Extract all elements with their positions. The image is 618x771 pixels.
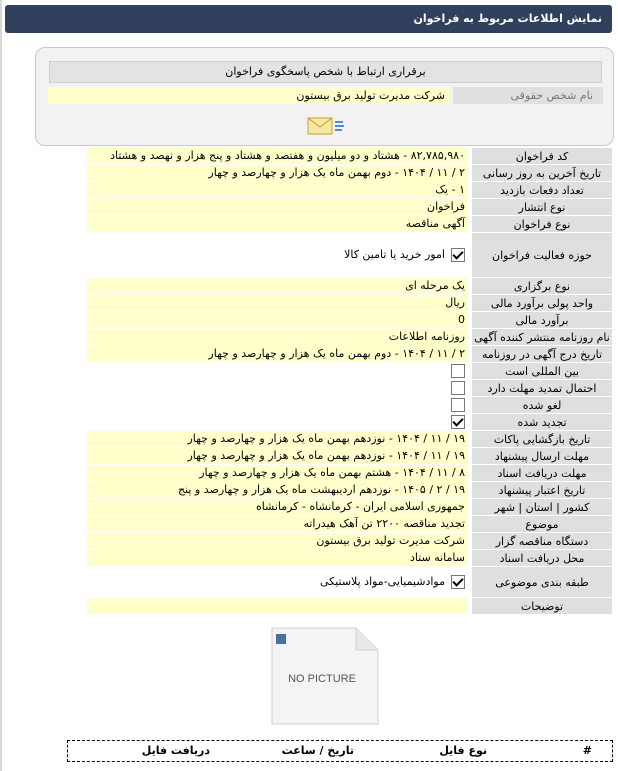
detail-row [87, 533, 612, 550]
detail-value: ۲ / ۱۱ / ۱۴۰۴ - دوم بهمن ماه یک هزار و چهارصد و چهار [87, 165, 468, 181]
detail-label: تاریخ آخرین به روز رسانی [472, 165, 612, 181]
detail-row [87, 182, 612, 199]
detail-row [87, 516, 612, 533]
tender-details-grid [87, 148, 612, 615]
detail-value: روزنامه اطلاعات [87, 329, 468, 345]
detail-label: تاریخ بازگشایی پاکات [472, 431, 612, 447]
detail-value: جمهوری اسلامی ایران - کرمانشاه - کرمانشاه [87, 499, 468, 515]
detail-label: تعداد دفعات بازدید [472, 182, 612, 198]
detail-value: شرکت مدیرت تولید برق بیستون [87, 533, 468, 549]
files-col-type: نوع فایل [439, 744, 487, 757]
detail-value [87, 567, 468, 597]
checkbox[interactable] [451, 248, 465, 262]
detail-label: دستگاه مناقصه گزار [472, 533, 612, 549]
detail-value: ۸ / ۱۱ / ۱۴۰۴ - هشتم بهمن ماه یک هزار و چهارصد و چهار [87, 465, 468, 481]
envelope-icon[interactable] [306, 114, 346, 138]
detail-row [87, 278, 612, 295]
detail-label: مهلت ارسال پیشنهاد [472, 448, 612, 464]
detail-label: مهلت دریافت اسناد [472, 465, 612, 481]
detail-label: طبقه بندی موضوعی [472, 567, 612, 597]
detail-label: کد فراخوان [472, 148, 612, 164]
window-title-bar [5, 5, 612, 33]
checkbox-row [451, 398, 465, 412]
detail-label: نوع برگزاری [472, 278, 612, 294]
detail-value: 0 [87, 312, 468, 328]
checkbox[interactable] [451, 364, 465, 378]
detail-value: ۲ / ۱۱ / ۱۴۰۴ - دوم بهمن ماه یک هزار و چهارصد و چهار [87, 346, 468, 362]
detail-value: ریال [87, 295, 468, 311]
detail-label: توضیحات [472, 598, 612, 614]
contact-panel [35, 47, 614, 146]
detail-value [87, 363, 468, 379]
detail-row [87, 482, 612, 499]
detail-label: حوزه فعالیت فراخوان [472, 233, 612, 277]
detail-value: ۱۹ / ۱۱ / ۱۴۰۴ - نوزدهم بهمن ماه یک هزار و چهارصد و چهار [87, 431, 468, 447]
no-picture-text: NO PICTURE [288, 673, 356, 685]
detail-row [87, 363, 612, 380]
detail-row [87, 312, 612, 329]
detail-row [87, 397, 612, 414]
detail-row [87, 414, 612, 431]
detail-label: تاریخ درج آگهی در روزنامه [472, 346, 612, 362]
detail-row [87, 567, 612, 598]
detail-label: موضوع [472, 516, 612, 532]
detail-value: فراخوان [87, 199, 468, 215]
detail-row [87, 380, 612, 397]
detail-label: لغو شده [472, 397, 612, 413]
checkbox[interactable] [451, 575, 465, 589]
checkbox-label: امور خرید یا تامین کالا [344, 248, 445, 261]
detail-label: نوع فراخوان [472, 216, 612, 232]
detail-value: ۸۲,۷۸۵,۹۸۰ - هشتاد و دو میلیون و هفتصد و هشتاد و پنج هزار و نهصد و هشتاد [87, 148, 468, 164]
detail-value: آگهی مناقصه [87, 216, 468, 232]
checkbox-row [451, 415, 465, 429]
detail-row [87, 431, 612, 448]
detail-value: سامانه ستاد [87, 550, 468, 566]
checkbox-row [344, 247, 465, 263]
detail-label: نوع انتشار [472, 199, 612, 215]
checkbox-label: موادشیمیایی-مواد پلاستیکی [319, 575, 445, 588]
detail-row [87, 216, 612, 233]
detail-label: برآورد مالی [472, 312, 612, 328]
checkbox-row [451, 381, 465, 395]
detail-row [87, 165, 612, 182]
detail-label: بین المللی است [472, 363, 612, 379]
detail-label: محل دریافت اسناد [472, 550, 612, 566]
checkbox[interactable] [451, 398, 465, 412]
contact-label: نام شخص حقوقی [453, 87, 603, 104]
files-col-download: دریافت فایل [141, 744, 210, 757]
detail-value: ۱۹ / ۲ / ۱۴۰۵ - نوزدهم اردیبهشت ماه یک هزار و چهارصد و پنج [87, 482, 468, 498]
detail-row [87, 199, 612, 216]
detail-label: تجدید شده [472, 414, 612, 430]
window-title: نمایش اطلاعات مربوط به فراخوان [413, 12, 602, 25]
detail-label: تاریخ اعتبار پیشنهاد [472, 482, 612, 498]
detail-label: کشور | استان | شهر [472, 499, 612, 515]
detail-row [87, 329, 612, 346]
detail-value: ۱ - یک [87, 182, 468, 198]
no-picture-image [268, 626, 380, 726]
detail-value [87, 598, 468, 614]
detail-label: واحد پولی برآورد مالی [472, 295, 612, 311]
contact-header: برقراری ارتباط با شخص پاسخگوی فراخوان [49, 61, 602, 83]
detail-row [87, 499, 612, 516]
files-table-header [67, 740, 613, 762]
detail-row [87, 148, 612, 165]
left-frame-divider [0, 0, 2, 771]
detail-value [87, 380, 468, 396]
checkbox-row [320, 574, 465, 590]
detail-value [87, 414, 468, 430]
detail-value: تجدید مناقصه ۲۲۰۰ تن آهک هیدراته [87, 516, 468, 532]
detail-row [87, 448, 612, 465]
detail-row [87, 598, 612, 615]
detail-value: یک مرحله ای [87, 278, 468, 294]
checkbox[interactable] [451, 381, 465, 395]
checkbox-row [451, 364, 465, 378]
contact-value: شرکت مدیرت تولید برق بیستون [48, 87, 449, 104]
detail-value: ۱۹ / ۱۱ / ۱۴۰۴ - نوزدهم بهمن ماه یک هزار و چهارصد و چهار [87, 448, 468, 464]
detail-row [87, 233, 612, 278]
detail-row [87, 550, 612, 567]
detail-value [87, 233, 468, 277]
detail-row [87, 346, 612, 363]
files-col-index: # [582, 744, 592, 757]
detail-value [87, 397, 468, 413]
detail-label: احتمال تمدید مهلت دارد [472, 380, 612, 396]
detail-row [87, 295, 612, 312]
detail-label: نام روزنامه منتشر کننده آگهی [472, 329, 612, 345]
detail-row [87, 465, 612, 482]
checkbox[interactable] [451, 415, 465, 429]
files-col-date: تاریخ / ساعت [281, 744, 354, 757]
